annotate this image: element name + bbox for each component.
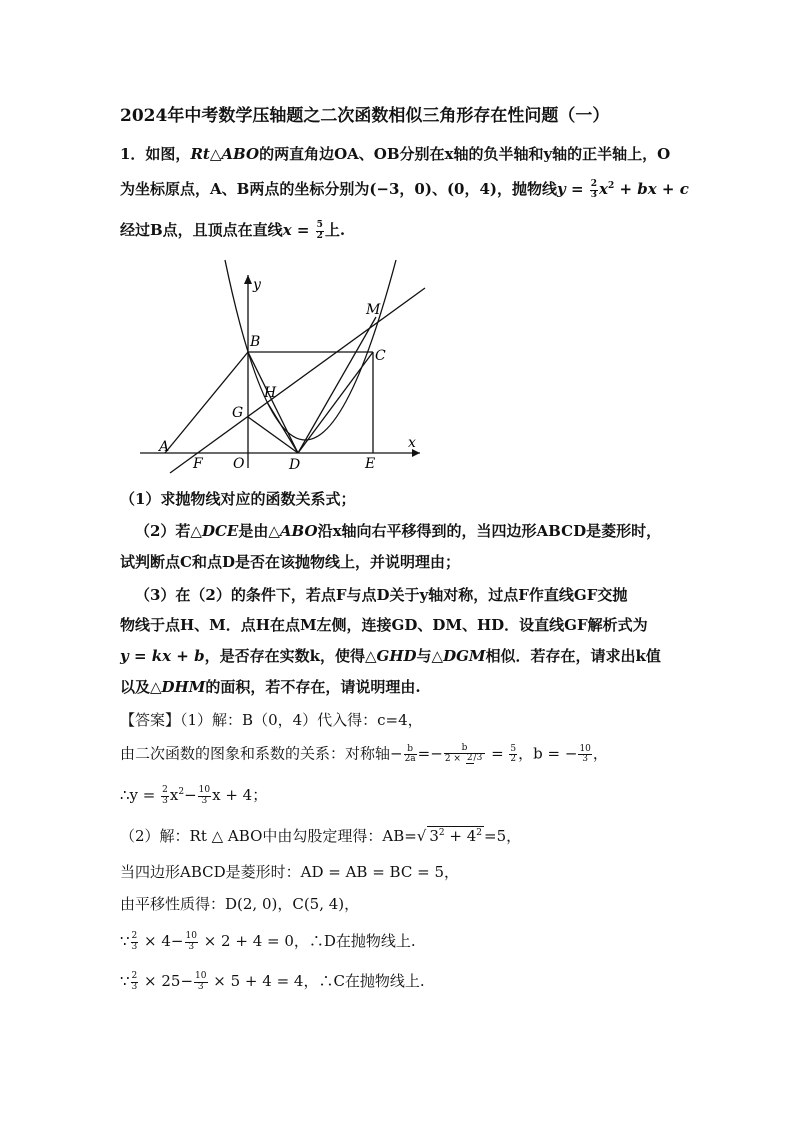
label-F: F xyxy=(193,456,203,472)
label-O: O xyxy=(233,456,245,472)
problem-line-2: 为坐标原点，A、B两点的坐标分别为(−3，0)、(0，4)，抛物线y = $\frac{2}{3}$ $x^2$ + bx + c xyxy=(120,179,689,200)
page-title: 2024年中考数学压轴题之二次函数相似三角形存在性问题（一） xyxy=(120,106,610,126)
parabola-curve xyxy=(225,260,396,440)
line-GF xyxy=(170,288,425,473)
problem-line-1: 1．如图，Rt△ABO的两直角边OA、OB分别在x轴的负半轴和y轴的正半轴上，O xyxy=(120,145,671,163)
answer-line-7: ∵ $\frac{2}{3}$ × 4− $\frac{10}{3}$ × 2 + 4 = 0，∴D在抛物线上. xyxy=(120,931,416,952)
label-E: E xyxy=(365,456,376,472)
label-B: B xyxy=(250,334,261,350)
answer-line-2: 由二次函数的图象和系数的关系：对称轴− $\frac{b}{2a}$ =− $\frac{b}{2 \times 2/3}$ = $\frac{5}{2}$ ，b = − $\frac{10}{3}$ ， xyxy=(120,743,608,765)
segment-HD xyxy=(267,402,298,453)
answer-line-8: ∵ $\frac{2}{3}$ × 25− $\frac{10}{3}$ × 5 + 4 = 4，∴C在抛物线上. xyxy=(120,971,425,992)
segment-DM xyxy=(298,317,376,453)
label-x: x xyxy=(408,435,416,451)
answer-line-4: （2）解：Rt △ ABO中由勾股定理得：AB=√ $3^2 + 4^2 =5$， xyxy=(120,827,522,845)
y-axis-arrow xyxy=(244,275,252,284)
answer-line-6: 由平移性质得：D(2, 0)，C(5, 4)， xyxy=(120,895,360,913)
question-3-line-2: 物线于点H、M．点H在点M左侧，连接GD、DM、HD．设直线GF解析式为 xyxy=(120,616,648,634)
label-G: G xyxy=(232,405,244,421)
label-C: C xyxy=(375,348,386,364)
segment-BD xyxy=(248,352,298,453)
label-H: H xyxy=(264,385,277,401)
question-2-line-2: 试判断点C和点D是否在该抛物线上，并说明理由； xyxy=(120,553,460,571)
answer-line-1: 【答案】（1）解：B（0，4）代入得：c=4， xyxy=(120,711,423,729)
question-2-line-1: （2）若△DCE是由△ABO沿x轴向右平移得到的，当四边形ABCD是菱形时， xyxy=(135,522,662,540)
question-3-line-1: （3）在（2）的条件下，若点F与点D关于y轴对称，过点F作直线GF交抛 xyxy=(135,586,628,604)
answer-line-3: ∴y = $\frac{2}{3}$ $x^2-$ $\frac{10}{3}$ x + 4； xyxy=(120,785,268,806)
question-1: （1）求抛物线对应的函数关系式； xyxy=(120,490,356,508)
question-3-line-3: y = kx + b，是否存在实数k，使得△GHD与△DGM相似．若存在，请求出k值 xyxy=(120,647,661,665)
label-D: D xyxy=(289,457,301,473)
segment-AB xyxy=(165,352,248,453)
label-y: y xyxy=(253,277,261,293)
segment-CD xyxy=(298,352,373,453)
problem-line-3: 经过B点，且顶点在直线x = $\frac{5}{2}$ 上. xyxy=(120,220,346,241)
geometry-figure xyxy=(135,255,435,475)
question-3-line-4: 以及△DHM的面积，若不存在，请说明理由. xyxy=(120,678,421,696)
answer-line-5: 当四边形ABCD是菱形时：AD = AB = BC = 5， xyxy=(120,863,459,881)
label-M: M xyxy=(366,302,381,318)
label-A: A xyxy=(159,439,170,455)
